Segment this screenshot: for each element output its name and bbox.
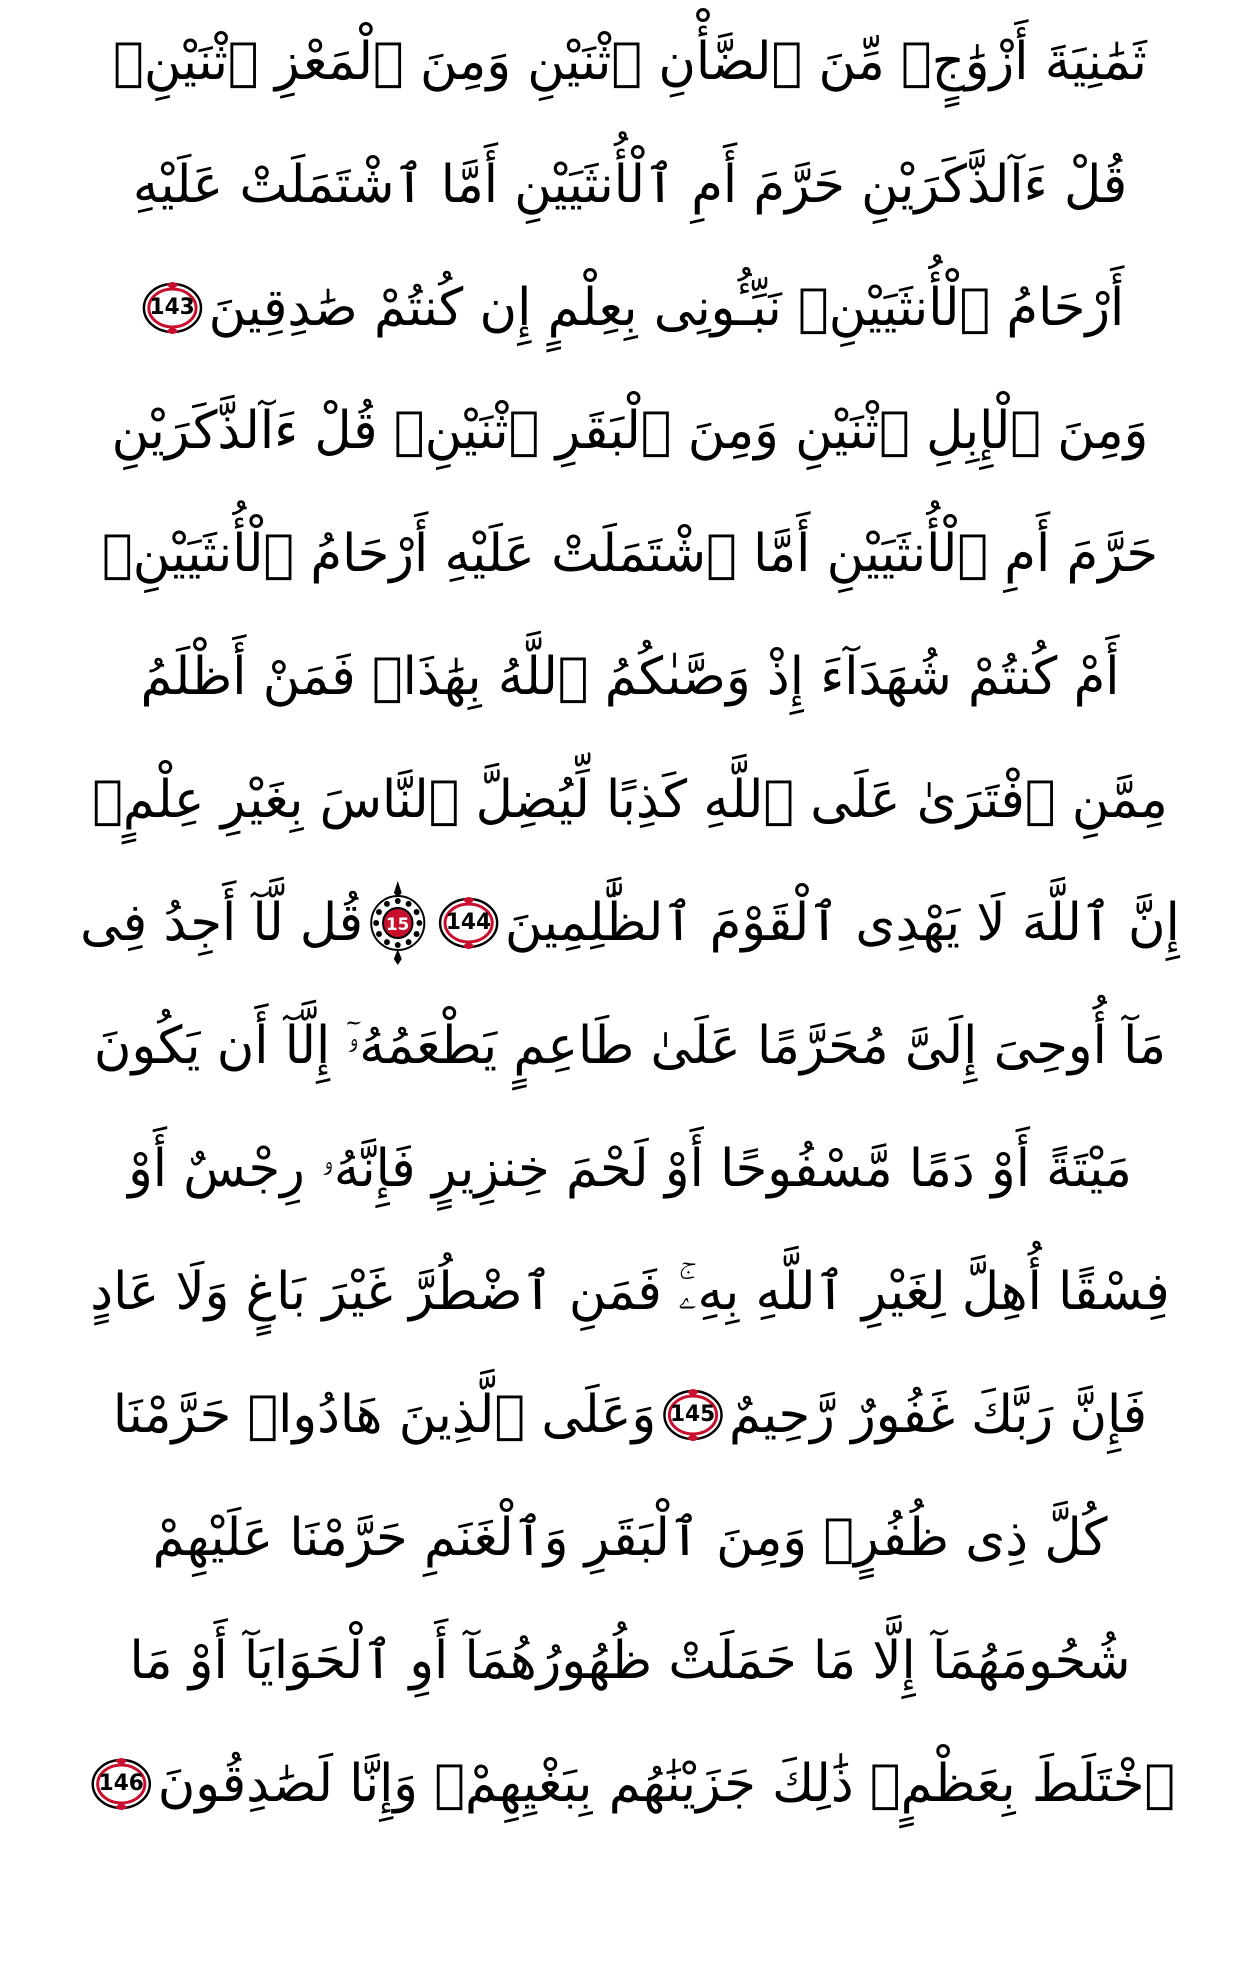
ayah-number: 146: [98, 1771, 144, 1796]
text-line: [30, 246, 1230, 369]
text-line: [30, 492, 1230, 615]
verse-text: مَيْتَةً أَوْ دَمًا مَّسْفُوحًا أَوْ لَحْمَ خِنزِيرٍ فَإِنَّهُۥ رِجْسٌ أَوْ: [128, 1138, 1132, 1199]
verse-text: قُلْ ءَآلذَّكَرَيْنِ حَرَّمَ أَمِ ٱلْأُنثَيَيْنِ أَمَّا ٱشْتَمَلَتْ عَلَيْهِ: [132, 154, 1128, 215]
ayah-number: 143: [149, 295, 195, 320]
text-line: [30, 738, 1230, 861]
verse-text: أَمْ كُنتُمْ شُهَدَآءَ إِذْ وَصَّىٰكُمُ ٱللَّهُ بِهَٰذَاۚ فَمَنْ أَظْلَمُ: [140, 646, 1120, 707]
text-line: [30, 1476, 1230, 1599]
verse-text: فَإِنَّ رَبَّكَ غَفُورٌ رَّحِيمٌ: [728, 1384, 1148, 1445]
text-line: [30, 984, 1230, 1107]
text-line: [30, 123, 1230, 246]
juz-medallion-icon: [369, 879, 426, 967]
verse-text: قُل لَّآ أَجِدُ فِى: [80, 892, 364, 953]
ayah-number: 145: [669, 1402, 716, 1427]
ayah-number-marker: [438, 896, 499, 950]
text-line: [30, 1230, 1230, 1353]
ayah-number: 144: [445, 910, 492, 935]
verse-text: حَرَّمَ أَمِ ٱلْأُنثَيَيْنِ أَمَّا ٱشْتَمَلَتْ عَلَيْهِ أَرْحَامُ ٱلْأُنثَيَيْنِۖ: [102, 523, 1158, 584]
ayah-number-marker: [91, 1757, 152, 1811]
text-line: [30, 861, 1230, 984]
text-line: [30, 1722, 1230, 1845]
ayah-number-marker: [662, 1388, 723, 1442]
juz-number: 15: [385, 914, 410, 935]
verse-text: وَمِنَ ٱلْإِبِلِ ٱثْنَيْنِ وَمِنَ ٱلْبَقَرِ ٱثْنَيْنِۗ قُلْ ءَآلذَّكَرَيْنِ: [111, 400, 1149, 461]
verse-text: كُلَّ ذِى ظُفُرٍۖ وَمِنَ ٱلْبَقَرِ وَٱلْغَنَمِ حَرَّمْنَا عَلَيْهِمْ: [152, 1507, 1108, 1568]
verse-text: مَآ أُوحِىَ إِلَىَّ مُحَرَّمًا عَلَىٰ طَاعِمٍ يَطْعَمُهُۥٓ إِلَّآ أَن يَكُونَ: [93, 1015, 1167, 1076]
verse-text: ثَمَٰنِيَةَ أَزْوَٰجٍۖ مِّنَ ٱلضَّأْنِ ٱثْنَيْنِ وَمِنَ ٱلْمَعْزِ ٱثْنَيْنِۗ: [113, 31, 1147, 92]
verse-text: أَرْحَامُ ٱلْأُنثَيَيْنِۖ نَبِّـُٔونِى بِعِلْمٍ إِن كُنتُمْ صَٰدِقِينَ: [208, 277, 1125, 338]
verse-text: ٱخْتَلَطَ بِعَظْمٍۚ ذَٰلِكَ جَزَيْنَٰهُم بِبَغْيِهِمْۖ وَإِنَّا لَصَٰدِقُونَ: [157, 1753, 1176, 1814]
verse-text: فِسْقًا أُهِلَّ لِغَيْرِ ٱللَّهِ بِهِۦۚ فَمَنِ ٱضْطُرَّ غَيْرَ بَاغٍ وَلَا عَادٍ: [90, 1261, 1170, 1322]
text-line: [30, 615, 1230, 738]
page-lines: [20, 0, 1240, 1969]
verse-text: وَعَلَى ٱلَّذِينَ هَادُوا۟ حَرَّمْنَا: [112, 1384, 657, 1445]
text-line: [30, 369, 1230, 492]
verse-text: إِنَّ ٱللَّهَ لَا يَهْدِى ٱلْقَوْمَ ٱلظَّٰلِمِينَ: [504, 892, 1180, 953]
text-line: [30, 1599, 1230, 1722]
verse-text: شُحُومَهُمَآ إِلَّا مَا حَمَلَتْ ظُهُورُهُمَآ أَوِ ٱلْحَوَايَآ أَوْ مَا: [129, 1630, 1131, 1691]
text-line: [30, 1107, 1230, 1230]
ayah-number-marker: [142, 281, 203, 335]
verse-text: مِمَّنِ ٱفْتَرَىٰ عَلَى ٱللَّهِ كَذِبًا لِّيُضِلَّ ٱلنَّاسَ بِغَيْرِ عِلْمٍۗ: [92, 769, 1168, 830]
text-line: [30, 1353, 1230, 1476]
text-line: [30, 0, 1230, 123]
